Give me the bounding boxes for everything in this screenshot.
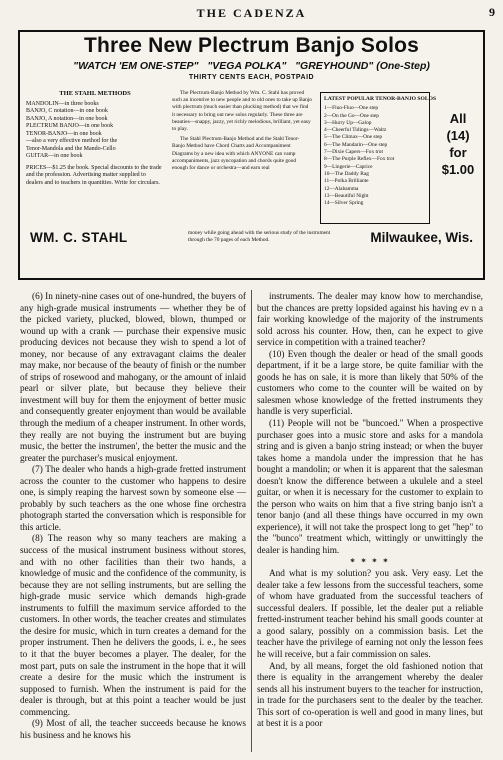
list-item: 9—Lingerie—Caprice [324,163,373,170]
song-title: "VEGA POLKA" [207,60,287,72]
ad-paragraph: The Plectrum-Banjo Method by Wm. C. Stahl has proved such an incentive to new people and to old ones to take up Banjo with plectrum (much easier than plucking method) that we find it necessary to bring out new solos regularly. These three are beauties—snappy, jazzy, yet richly melodious, brilliant, yet easy to play. [172,90,312,133]
article-paragraph: (10) Even though the dealer or head of the small goods department, if it be a large store, be quite familiar with the goods he has on sale, it is more than likely that 50% of the customers who come to the counter will be waited on by salesmen whose knowledge of the fretted instruments they handle is very superficial. [257,349,483,418]
offer-line: All [449,111,467,126]
ad-footer-note: money while going ahead with the serious study of the instrument through the 70 pages of each Method. [188,230,331,243]
section-separator: * * * * [350,557,390,568]
method-item: —also a very effective method for the [26,138,118,144]
list-item: 4—Cheerful Tidings—Waltz [324,127,387,134]
list-heading: LATEST POPULAR TENOR-BANJO SOLOS [324,96,437,102]
methods-heading: THE STAHL METHODS [59,90,131,97]
list-item: 11—Polka Brilliante [324,178,369,185]
tenor-banjo-solos-list [320,92,437,224]
list-item: 13—Beautiful Night [324,192,369,199]
method-item: TENOR-BANJO—in one book [26,130,102,137]
methods-block [26,90,164,187]
list-item: 7—Dixie Capers—Fox trot [324,149,383,156]
song-title: "GREYHOUND" (One-Step) [295,60,430,72]
company-city: Milwaukee, Wis. [370,230,473,245]
method-item: Tenor-Mandola and the Mando-Cello [26,145,116,152]
article-paragraph: (11) People will not be "buncoed." When a prospective purchaser goes into a music store and asks for a mandola string and is given a banjo string instead; or when the buyer takes home a mandola under the impression that he has bought a mandolin; or when it is apparent that the salesman doesn't know the difference between a ukulele and a steel guitar, or when it is necessary for the customer to explain to the person who waits on him that a five string banjo isn't a tenor banjo (and all these things have occurred in my own experience), it will not take the prospect long to get "hep" to the "bunco" treatment which, wittingly or unwittingly the dealer is handing him. [257,419,483,557]
article-right-column [257,292,483,731]
list-item: 10—The Daddy Rag [324,170,369,177]
ad-description [172,90,312,175]
ad-song-titles [20,60,483,72]
offer-line: $1.00 [441,162,475,177]
list-item: 12—Alabamma [324,185,359,192]
ad-headline: Three New Plectrum Banjo Solos [83,34,420,57]
ad-price-line: THIRTY CENTS EACH, POSTPAID [188,74,315,81]
stahl-advertisement [18,30,485,280]
bundle-offer [438,110,478,178]
column-divider [251,290,252,752]
list-item: 8—The Purple Reflex—Fox trot [324,156,395,163]
method-item: MANDOLIN—in three books [26,100,99,107]
article-paragraph: (8) The reason why so many teachers are making a success of the musical instrument business without stores, and with no other facilities than their two hands, a knowledge of music and the confidence of the community, is because they are not selling instruments, but are selling the high-grade music service which demands high-grade instruments to fulfill the maximum service afforded to the customers. In other words, the teacher creates and stimulates the desire for music, which in turn creates a demand for the proper instrument. Then he delivers the goods, i. e., he sees to it that the buyer becomes a player. The dealer, for the most part, puts on sale the instrument in the hope that it will create a desire for the music which the instrument is supposed to furnish. When the instrument is paid for the dealer is through, but at this point a teacher would be just commencing. [20,534,246,718]
offer-line: for [449,145,467,160]
article-paragraph: And, by all means, forget the old fashioned notion that there is equality in the arrangement whereby the dealer sends all his instrument buyers to the teacher for instruction, in trade for the purchasers sent to the dealer by the teacher. This sort of co-operation is well and good in many lines, but at best it is a poor [257,661,483,730]
article-paragraph: And what is my solution? you ask. Very easy. Let the dealer take a few lessons from the successful teachers, some of whom have graduated from the successful teachers of successful dealers. If possible, let the dealer put a reliable fretted-instrument teacher behind his small goods counter at a good salary, possibly on a commission basis. Let the teacher have the privilege of earning not only the lesson fees he will receive, but a fair commission on sales. [257,569,483,660]
song-title: "WATCH 'EM ONE-STEP" [73,60,199,72]
method-item: GUITAR—in one book [26,153,83,159]
ad-footer [26,230,477,248]
ad-paragraph: The Stahl Plectrum-Banjo Method and the Stahl Tenor-Banjo Method have Chord Charts and Accompaniment Diagrams by a new idea with which ANYONE can vamp accompaniments, jazz syncopation and chords quite good enough for dance or orchestra—and earn real [172,136,300,172]
list-item: 5—The Climax—One step [324,134,383,141]
page-header [0,0,503,24]
list-item: 1—Fluo-Fluo—One step [324,105,379,112]
list-item: 2—On the Go—One step [324,112,379,119]
company-name: WM. C. STAHL [30,230,128,245]
list-item: 6—The Mandarin—One step [324,141,388,148]
article-paragraph: (6) In ninety-nine cases out of one-hundred, the buyers of any high-grade musical instruments — whether they be of the picked variety, plucked, blowed, blown, thumped or wound up with a crank — purchase their expensive music producing devices not because they wish to spend a lot of money, nor because of any extravagant claims the dealer may make, nor because of the beauty of finish or the number of strips of rosewood and mahogany, or the amount of inlaid pearl or silver plate, but because they believe their investment will buy for them the enjoyment of better music and consequently greater enjoyment than would be available through the medium of a cheaper instrument. In other words, they really are not buying the instrument but are buying music, the better the instrumen', the better the music and the greater the purchaser's musical enjoyment. [20,292,246,464]
method-item: PLECTRUM BANJO—in one book [26,123,114,129]
list-item: 3—Hurry Up—Galop [324,119,372,126]
list-item: 14—Silver Spring [324,200,364,207]
article-paragraph: (7) The dealer who hands a high-grade fretted instrument across the counter to the customer who happens to desire one, is simply reaping the harvest sown by someone else — probably by such teachers as the one whose fine orchestra photograph started the conversation which is responsible for this article. [20,465,246,533]
article-left-column [20,292,246,742]
page-number: 9 [489,5,495,19]
method-item: BANJO, C notation—in one book [26,108,108,114]
method-item: BANJO, A notation—in one book [26,115,108,122]
magazine-title: THE CADENZA [196,6,307,20]
article-paragraph: (9) Most of all, the teacher succeeds because he knows his business and he knows his [20,719,246,741]
offer-line: (14) [446,128,470,143]
methods-prices: PRICES—$1.25 the book. Special discounts to the trade and the profession. Advertising matter supplied to dealers and to teachers in quantities. Write for circulars. [26,164,162,186]
article-paragraph: instruments. The dealer may know how to merchandise, but the chances are pretty lopsided against his having ev n a fair working knowledge of the majority of the instruments sold across his counter. How, then, can he expect to give service in competition with a trained teacher? [257,292,483,349]
